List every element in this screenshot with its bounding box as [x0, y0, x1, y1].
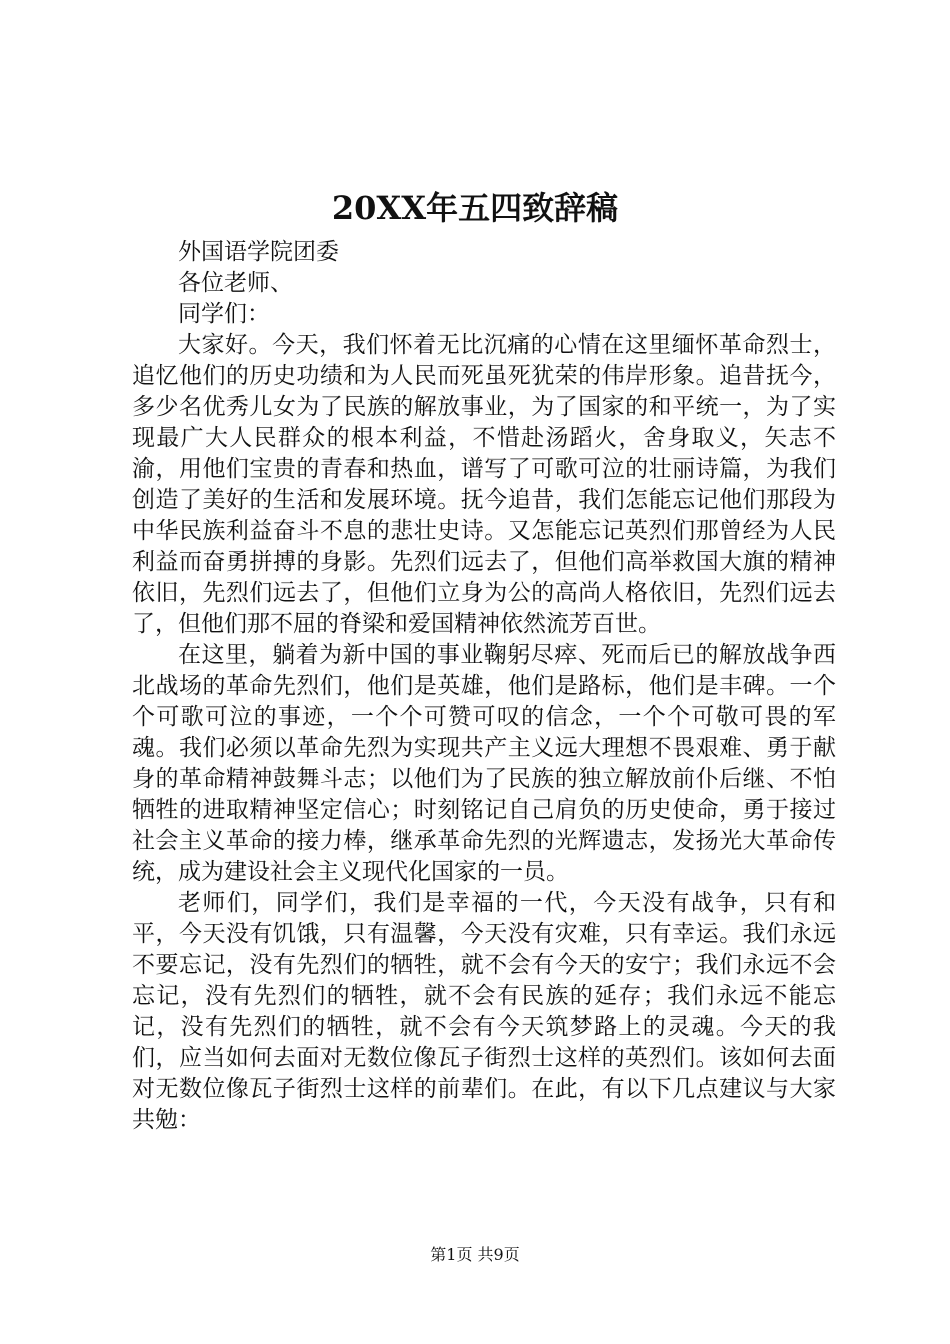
paragraph-3: 老师们，同学们，我们是幸福的一代，今天没有战争，只有和平，今天没有饥饿，只有温馨，今天没有灾难，只有幸运。我们永远不要忘记，没有先烈们的牺牲，就不会有今天的安宁；我们永远不会忘记，没有先烈们的牺牲，就不会有民族的延存；我们永远不能忘记，没有先烈们的牺牲，就不会有今天筑梦路上的灵魂。今天的我们，应当如何去面对无数位像瓦子街烈士这样的英烈们。该如何去面对无数位像瓦子街烈士这样的前辈们。在此，有以下几点建议与大家共勉：	[132, 890, 836, 1133]
salutation-line-1: 各位老师、	[178, 270, 293, 296]
document-title: 20XX年五四致辞稿	[331, 189, 619, 227]
paragraph-1: 大家好。今天，我们怀着无比沉痛的心情在这里缅怀革命烈士，追忆他们的历史功绩和为人民而死虽死犹荣的伟岸形象。追昔抚今，多少名优秀儿女为了民族的解放事业，为了国家的和平统一，为了实现最广大人民群众的根本利益，不惜赴汤蹈火，舍身取义，矢志不渝，用他们宝贵的青春和热血，谱写了可歌可泣的壮丽诗篇，为我们创造了美好的生活和发展环境。抚今追昔，我们怎能忘记他们那段为中华民族利益奋斗不息的悲壮史诗。又怎能忘记英烈们那曾经为人民利益而奋勇拼搏的身影。先烈们远去了，但他们高举救国大旗的精神依旧，先烈们远去了，但他们立身为公的高尚人格依旧，先烈们远去了，但他们那不屈的脊梁和爱国精神依然流芳百世。	[132, 332, 836, 637]
paragraph-2: 在这里，躺着为新中国的事业鞠躬尽瘁、死而后已的解放战争西北战场的革命先烈们，他们是英雄，他们是路标，他们是丰碑。一个个可歌可泣的事迹，一个个可赞可叹的信念，一个个可敬可畏的军魂。我们必须以革命先烈为实现共产主义远大理想不畏艰难、勇于献身的革命精神鼓舞斗志；以他们为了民族的独立解放前仆后继、不怕牺牲的进取精神坚定信心；时刻铭记自己肩负的历史使命，勇于接过社会主义革命的接力棒，继承革命先烈的光辉遗志，发扬光大革命传统，成为建设社会主义现代化国家的一员。	[132, 642, 836, 885]
salutation-line-2: 同学们：	[178, 301, 270, 327]
page-footer: 第1页 共9页	[430, 1245, 520, 1264]
issuer-line: 外国语学院团委	[178, 239, 339, 265]
document-body	[132, 237, 836, 1136]
